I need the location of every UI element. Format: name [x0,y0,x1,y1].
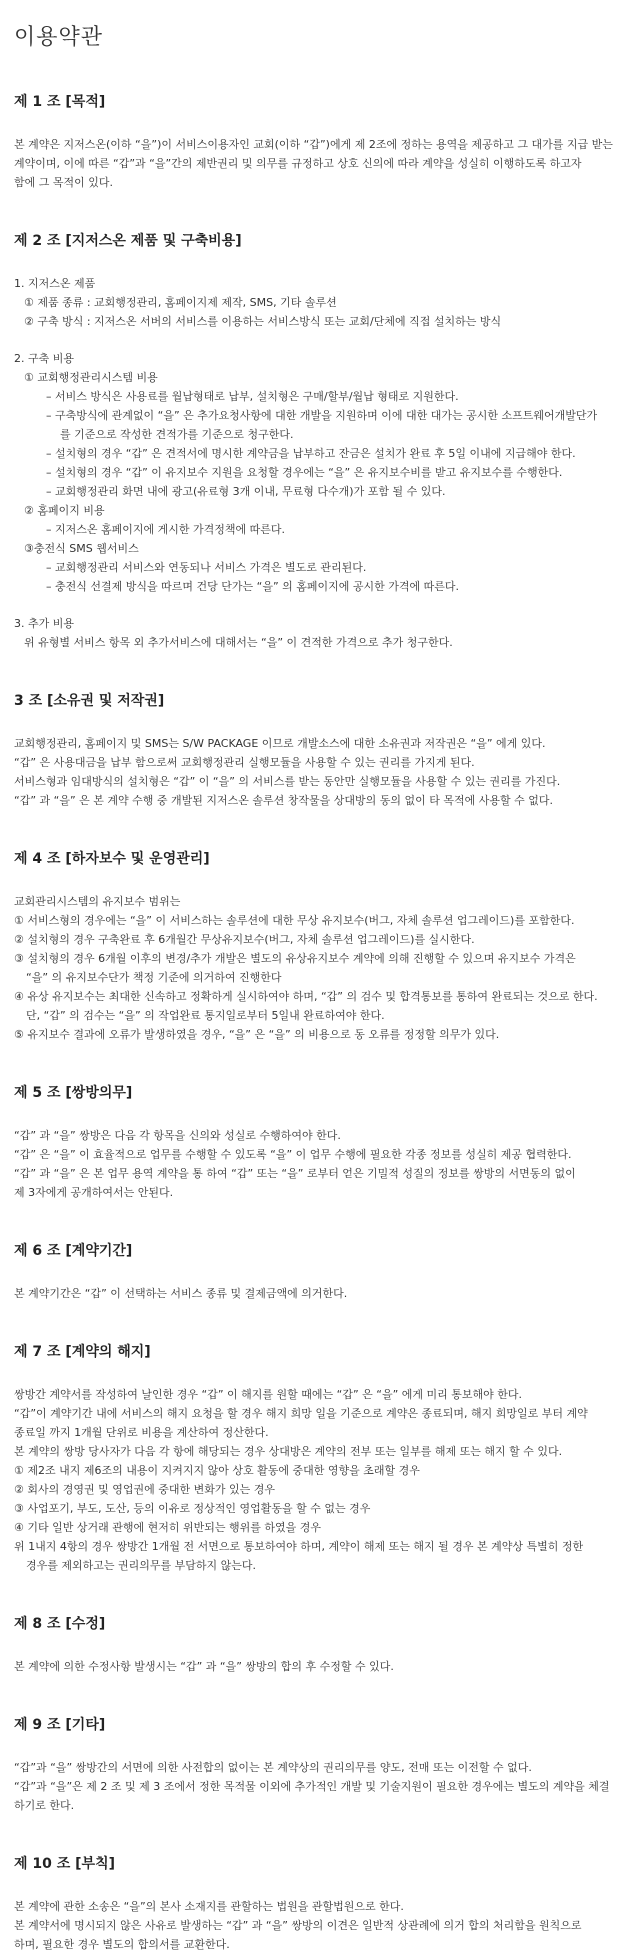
clause-line: 하기로 한다. [14,1799,75,1812]
clause-line: ① 교회행정관리시스템 비용 [24,371,158,384]
clause-line: “갑” 과 “을” 은 본 계약 수행 중 개발된 지저스온 솔루션 창작물을 상대방의 동의 없이 타 목적에 사용할 수 없다. [14,794,554,807]
clause-line: 본 계약의 쌍방 당사자가 다음 각 항에 해당되는 경우 상대방은 계약의 전부 또는 일부를 해제 또는 해지 할 수 있다. [14,1445,563,1458]
clause-line: 본 계약은 지저스온(이하 “을”)이 서비스이용자인 교회(이하 “갑”)에게 제 2조에 정하는 용역을 제공하고 그 대가를 지급 받는 [14,138,613,151]
clause-line: 교회관리시스템의 유지보수 범위는 [14,895,181,908]
article-heading: 제 1 조 [목적] [14,94,106,110]
clause-line: 서비스형과 임대방식의 설치형은 “갑” 이 “을” 의 서비스를 받는 동안만 실행모듈을 사용할 수 있는 권리를 가진다. [14,775,561,788]
clause-line: ② 홈페이지 비용 [24,504,105,517]
article-heading: 제 4 조 [하자보수 및 운영관리] [14,851,210,867]
clause-line: ④ 유상 유지보수는 최대한 신속하고 정확하게 실시하여야 하며, “갑” 의 검수 및 합격통보를 통하여 완료되는 것으로 한다. [14,990,598,1003]
article-section [14,1341,626,1575]
article-section [14,1240,626,1303]
clause-line: ③충전식 SMS 웹서비스 [24,542,139,555]
clause-line: ② 설치형의 경우 구축완료 후 6개월간 무상유지보수(버그, 자체 솔루션 업그레이드)를 실시한다. [14,933,475,946]
article-heading: 제 6 조 [계약기간] [14,1243,133,1259]
clause-line: – 설치형의 경우 “갑” 은 견적서에 명시한 계약금을 납부하고 잔금은 설치가 완료 후 5일 이내에 지급해야 한다. [46,447,576,460]
clause-line: 제 3자에게 공개하여서는 안된다. [14,1186,174,1199]
clause-line: “갑” 은 사용대금을 납부 함으로써 교회행정관리 실행모듈을 사용할 수 있는 권리를 가지게 된다. [14,756,475,769]
article-heading: 제 8 조 [수정] [14,1616,106,1632]
paragraph-gap [14,331,626,349]
article-section [14,1082,626,1202]
clause-line: ① 서비스형의 경우에는 “을” 이 서비스하는 솔루션에 대한 무상 유지보수(버그, 자체 솔루션 업그레이드)를 포함한다. [14,914,575,927]
clause-line: 쌍방간 계약서를 작성하여 날인한 경우 “갑” 이 해지를 원할 때에는 “갑” 은 “을” 에게 미리 통보해야 한다. [14,1388,523,1401]
clause-line: 위 유형별 서비스 항목 외 추가서비스에 대해서는 “을” 이 견적한 가격으로 추가 청구한다. [24,636,453,649]
clause-line: “갑”이 계약기간 내에 서비스의 해지 요청을 할 경우 해지 희망 일을 기준으로 계약은 종료되며, 해지 희망일로 부터 계약 [14,1407,588,1420]
clause-line: – 충전식 선결제 방식을 따르며 건당 단가는 “을” 의 홈페이지에 공시한 가격에 따른다. [46,580,460,593]
paragraph-gap [14,596,626,614]
clause-line: ③ 사업포기, 부도, 도산, 등의 이유로 정상적인 영업활동을 할 수 없는 경우 [14,1502,371,1515]
clause-line: 본 계약서에 명시되지 않은 사유로 발생하는 “갑” 과 “을” 쌍방의 이견은 일반적 상관례에 의거 합의 처리함을 원칙으로 [14,1919,582,1932]
clause-line: – 서비스 방식은 사용료를 월납형태로 납부, 설치형은 구매/할부/월납 형태로 지원한다. [46,390,459,403]
article-section [14,848,626,1044]
article-heading: 3 조 [소유권 및 저작권] [14,693,165,709]
clause-line: 본 계약기간은 “갑” 이 선택하는 서비스 종류 및 결제금액에 의거한다. [14,1287,348,1300]
article-heading: 제 2 조 [지저스온 제품 및 구축비용] [14,233,242,249]
article-heading: 제 9 조 [기타] [14,1717,106,1733]
clause-line: 종료일 까지 1개월 단위로 비용을 계산하여 정산한다. [14,1426,269,1439]
clause-line: ① 제2조 내지 제6조의 내용이 지켜지지 않아 상호 활동에 중대한 영향을 초래할 경우 [14,1464,420,1477]
clause-line: 함에 그 목적이 있다. [14,176,113,189]
clause-line: ④ 기타 일반 상거래 관행에 현저히 위반되는 행위를 하였을 경우 [14,1521,321,1534]
clause-line: 위 1내지 4항의 경우 쌍방간 1개월 전 서면으로 통보하여야 하며, 계약이 해제 또는 해지 될 경우 본 계약상 특별히 정한 [14,1540,584,1553]
clause-line: 3. 추가 비용 [14,617,74,630]
clause-line: 1. 지저스온 제품 [14,277,96,290]
clause-line: “갑”과 “을” 쌍방간의 서면에 의한 사전합의 없이는 본 계약상의 권리의무를 양도, 전매 또는 이전할 수 없다. [14,1761,532,1774]
article-section [14,690,626,810]
clause-line: – 교회행정관리 화면 내에 광고(유료형 3개 이내, 무료형 다수개)가 포함 될 수 있다. [46,485,446,498]
clause-line: “갑” 과 “을” 은 본 업무 용역 계약을 통 하여 “갑” 또는 “을” 로부터 얻은 기밀적 성질의 정보를 쌍방의 서면동의 없이 [14,1167,576,1180]
clause-line: 본 계약에 관한 소송은 “을”의 본사 소재지를 관할하는 법원을 관할법원으로 한다. [14,1900,404,1913]
clause-line: “갑” 은 “을” 이 효율적으로 업무를 수행할 수 있도록 “을” 이 업무 수행에 필요한 각종 정보를 성실히 제공 협력한다. [14,1148,572,1161]
clause-line: ② 구축 방식 : 지저스온 서버의 서비스를 이용하는 서비스방식 또는 교회/단체에 직접 설치하는 방식 [24,315,502,328]
article-section [14,1853,626,1954]
clause-line: 계약이며, 이에 따른 “갑”과 “을”간의 제반권리 및 의무를 규정하고 상호 신의에 따라 계약을 성실히 이행하도록 하고자 [14,157,582,170]
clause-line: 를 기준으로 작성한 견적가를 기준으로 청구한다. [60,428,294,441]
article-section [14,91,626,192]
clause-line: 경우를 제외하고는 권리의무를 부담하지 않는다. [26,1559,257,1572]
article-heading: 제 5 조 [쌍방의무] [14,1085,133,1101]
clause-line: – 지저스온 홈페이지에 게시한 가격정책에 따른다. [46,523,285,536]
clause-line: 단, “갑” 의 검수는 “을” 의 작업완료 통지일로부터 5일내 완료하여야 한다. [26,1009,385,1022]
article-section [14,230,626,652]
clause-line: 2. 구축 비용 [14,352,74,365]
clause-line: ② 회사의 경영권 및 영업권에 중대한 변화가 있는 경우 [14,1483,275,1496]
clause-line: 하며, 필요한 경우 별도의 합의서를 교환한다. [14,1938,230,1951]
article-section [14,1613,626,1676]
clause-line: ③ 설치형의 경우 6개월 이후의 변경/추가 개발은 별도의 유상유지보수 계약에 의해 진행할 수 있으며 유지보수 가격은 [14,952,576,965]
clause-line: “을” 의 유지보수단가 책정 기준에 의거하여 진행한다 [26,971,282,984]
clause-line: – 구축방식에 관계없이 “을” 은 추가요청사항에 대한 개발을 지원하며 이에 대한 대가는 공시한 소프트웨어개발단가 [46,409,598,422]
clause-line: ⑤ 유지보수 결과에 오류가 발생하였을 경우, “을” 은 “을” 의 비용으로 동 오류를 정정할 의무가 있다. [14,1028,500,1041]
article-section [14,1714,626,1815]
clause-line: 교회행정관리, 홈페이지 및 SMS는 S/W PACKAGE 이므로 개발소스에 대한 소유권과 저작권은 “을” 에게 있다. [14,737,546,750]
clause-line: 본 계약에 의한 수정사항 발생시는 “갑” 과 “을” 쌍방의 합의 후 수정할 수 있다. [14,1660,394,1673]
clause-line: “갑” 과 “을” 쌍방은 다음 각 항목을 신의와 성실로 수행하여야 한다. [14,1129,341,1142]
page-title: 이용약관 [14,25,104,50]
article-heading: 제 10 조 [부칙] [14,1856,115,1872]
clause-line: – 설치형의 경우 “갑” 이 유지보수 지원을 요청할 경우에는 “을” 은 유지보수비를 받고 유지보수를 수행한다. [46,466,563,479]
terms-body [14,91,626,1954]
clause-line: “갑”과 “을”은 제 2 조 및 제 3 조에서 정한 목적물 이외에 추가적인 개발 및 기술지원이 필요한 경우에는 별도의 계약을 체결 [14,1780,610,1793]
clause-line: ① 제품 종류 : 교회행정관리, 홈페이지제 제작, SMS, 기타 솔루션 [24,296,337,309]
article-heading: 제 7 조 [계약의 해지] [14,1344,151,1360]
clause-line: – 교회행정관리 서비스와 연동되나 서비스 가격은 별도로 관리된다. [46,561,367,574]
